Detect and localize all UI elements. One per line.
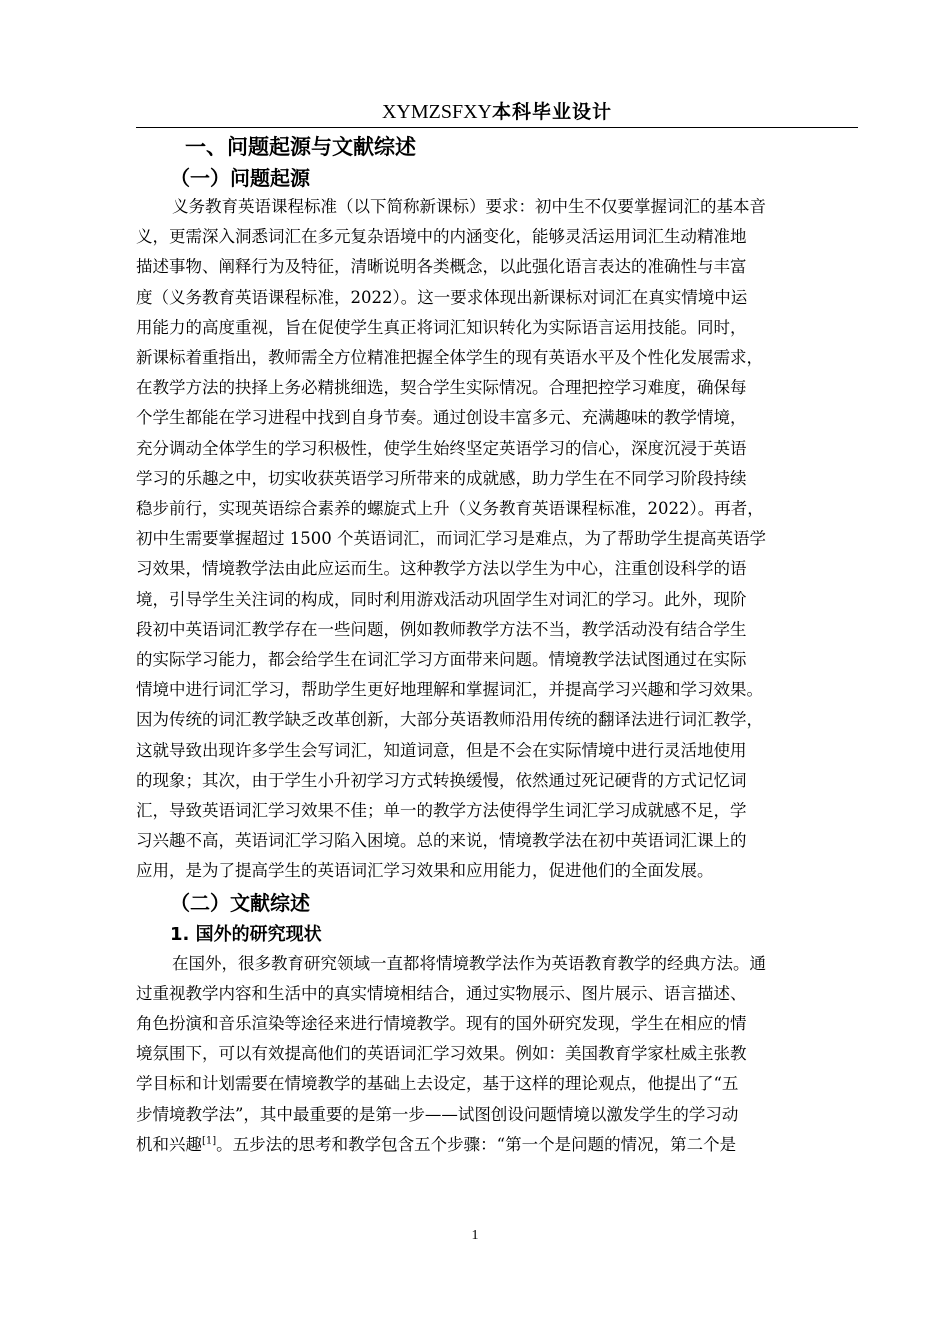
text-line: 习效果，情境教学法由此应运而生。这种教学方法以学生为中心，注重创设科学的语 <box>136 559 747 579</box>
text-line: 学习的乐趣之中，切实收获英语学习所带来的成就感，助力学生在不同学习阶段持续 <box>136 468 747 488</box>
text-line: 境，引导学生关注词的构成，同时利用游戏活动巩固学生对词汇的学习。此外，现阶 <box>136 589 747 609</box>
text-line: 初中生需要掌握超过 1500 个英语词汇，而词汇学习是难点，为了帮助学生提高英语学 <box>136 529 766 549</box>
text-line: 义，更需深入洞悉词汇在多元复杂语境中的内涵变化，能够灵活运用词汇生动精准地 <box>136 227 747 247</box>
header-latin: XYMZSFXY <box>381 101 492 123</box>
citation-reference[interactable]: [1] <box>202 1135 217 1147</box>
text-line: 步情境教学法”，其中最重要的是第一步——试图创设问题情境以激发学生的学习动 <box>136 1104 739 1124</box>
text-line: 描述事物、阐释行为及特征，清晰说明各类概念，以此强化语言表达的准确性与丰富 <box>136 257 747 277</box>
page-header <box>136 100 858 124</box>
text-line: 习兴趣不高，英语词汇学习陷入困境。总的来说，情境教学法在初中英语词汇课上的 <box>136 831 747 851</box>
page-number: 1 <box>471 1228 479 1243</box>
text-line: 汇，导致英语词汇学习效果不佳；单一的教学方法使得学生词汇学习成就感不足，学 <box>136 801 747 821</box>
text-line: 应用，是为了提高学生的英语词汇学习效果和应用能力，促进他们的全面发展。 <box>136 861 714 881</box>
foreign-research-paragraph <box>136 949 858 1160</box>
text-line: 在国外，很多教育研究领域一直都将情境教学法作为英语教育教学的经典方法。通 <box>172 953 766 973</box>
text-segment: 。五步法的思考和教学包含五个步骤：“第一个是问题的情况，第二个是 <box>216 1134 737 1154</box>
text-line: 度（义务教育英语课程标准，2022）。这一要求体现出新课标对词汇在真实情境中运 <box>136 287 748 307</box>
page-content <box>136 128 858 1160</box>
text-line: 角色扮演和音乐渲染等途径来进行情境教学。现有的国外研究发现，学生在相应的情 <box>136 1014 747 1034</box>
text-line: 义务教育英语课程标准（以下简称新课标）要求：初中生不仅要掌握词汇的基本音 <box>172 197 766 216</box>
text-line: 在教学方法的抉择上务必精挑细选，契合学生实际情况。合理把控学习难度，确保每 <box>136 378 747 398</box>
header-title: 本科毕业设计 <box>492 101 613 123</box>
text-line: 段初中英语词汇教学存在一些问题，例如教师教学方法不当，教学活动没有结合学生 <box>136 619 747 639</box>
subsubsection-heading-foreign: 1. 国外的研究现状 <box>170 923 322 945</box>
text-line: 充分调动全体学生的学习积极性，使学生始终坚定英语学习的信心，深度沉浸于英语 <box>136 438 747 458</box>
text-line: 情境中进行词汇学习，帮助学生更好地理解和掌握词汇，并提高学习兴趣和学习效果。 <box>136 680 763 700</box>
subsection-heading-review: （二）文献综述 <box>170 890 310 915</box>
text-line: 境氛围下，可以有效提高他们的英语词汇学习效果。例如：美国教育学家杜威主张教 <box>136 1044 747 1064</box>
text-line: 个学生都能在学习进程中找到自身节奏。通过创设丰富多元、充满趣味的教学情境， <box>136 408 747 428</box>
subsection-heading-origin: （一）问题起源 <box>170 166 310 190</box>
text-line: 的实际学习能力，都会给学生在词汇学习方面带来问题。情境教学法试图通过在实际 <box>136 650 747 670</box>
text-line: 过重视教学内容和生活中的真实情境相结合，通过实物展示、图片展示、语言描述、 <box>136 983 747 1003</box>
origin-paragraph <box>136 192 858 887</box>
text-line: 用能力的高度重视，旨在促使学生真正将词汇知识转化为实际语言运用技能。同时， <box>136 317 747 337</box>
text-line: 学目标和计划需要在情境教学的基础上去设定，基于这样的理论观点，他提出了“五 <box>136 1074 739 1094</box>
text-line: 的现象；其次，由于学生小升初学习方式转换缓慢，依然通过死记硬背的方式记忆词 <box>136 770 747 790</box>
text-line: 因为传统的词汇教学缺乏改革创新，大部分英语教师沿用传统的翻译法进行词汇教学， <box>136 710 763 730</box>
section-heading: 一、问题起源与文献综述 <box>185 135 416 159</box>
text-line <box>136 1130 858 1160</box>
text-segment: 机和兴趣 <box>136 1134 202 1154</box>
text-line: 稳步前行，实现英语综合素养的螺旋式上升（义务教育英语课程标准，2022）。再者， <box>136 499 764 519</box>
text-line: 新课标着重指出，教师需全方位精准把握全体学生的现有英语水平及个性化发展需求， <box>136 348 763 368</box>
text-line: 这就导致出现许多学生会写词汇，知道词意，但是不会在实际情境中进行灵活地使用 <box>136 740 747 760</box>
